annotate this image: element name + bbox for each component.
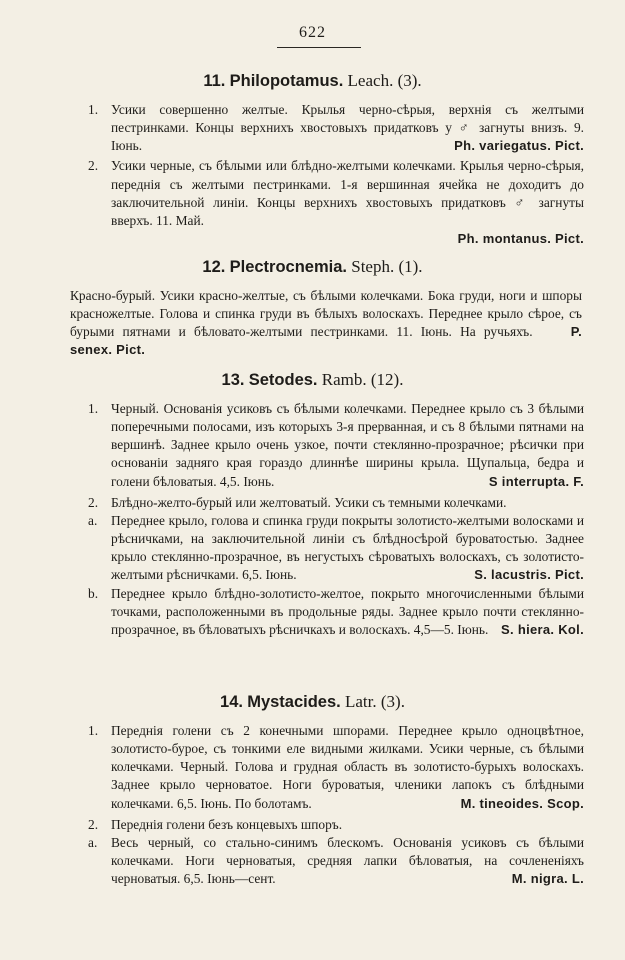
page-number-rule: [277, 47, 361, 48]
genus-description: [70, 287, 582, 360]
key-entry: [84, 512, 584, 585]
entry-text: Черный. Основанія усиковъ съ бѣлыми колечками. Переднее крыло съ 3 бѣлыми поперечными полосами, изъ которыхъ 3-я прерванная, и съ 8 бѣлыми пятнами на вершинѣ. Заднее крыло очень узкое, почти стеклянно-прозрачное; рѣсички при основаніи задняго края гораздо длиннѣе ширины крыла. Щупальца, бедра и голени бѣловатыя. 4,5. Іюнь.: [111, 401, 584, 489]
entry-marker: 2.: [88, 494, 99, 510]
entry-description: [111, 101, 584, 155]
section-heading-setodes: [0, 370, 625, 390]
species-name: S. hiera. Kol.: [501, 621, 584, 637]
species-name: S interrupta. F.: [488, 473, 584, 489]
genus-name: Mystacides.: [247, 693, 341, 711]
species-name: Ph. montanus. Pict.: [457, 231, 584, 247]
entry-marker: 1.: [88, 102, 99, 117]
key-entry: [84, 816, 584, 834]
genus-name: Setodes.: [248, 371, 318, 389]
entry-text: Переднее крыло блѣдно-золотисто-желтое, покрыто многочисленными бѣлыми точками, расположенными въ продольные ряды. Заднее крыло почти стеклянно-прозрачное, въ бѣловатыхъ рѣсничкахъ и волоскахъ. 4,5—5. Іюнь.: [111, 585, 584, 637]
section-heading-philopotamus: [0, 71, 625, 91]
key-entry: [84, 722, 584, 813]
section-number: 14.: [220, 693, 243, 711]
entry-marker: a.: [88, 834, 98, 850]
section-number: 11.: [203, 72, 226, 90]
section-number: 12.: [202, 258, 226, 276]
genus-author: Ramb.: [321, 370, 367, 389]
entry-text: Усики совершенно желтые. Крылья черно-сѣрыя, верхнія съ желтыми пестринками. Концы верхнихъ хвостовыхъ придатковъ у ♂ загнуты внизъ. 9. Іюнь.: [111, 102, 584, 154]
key-entry: [84, 834, 584, 888]
species-name: P. senex. Pict.: [70, 324, 582, 358]
entry-description: Блѣдно-желто-бурый или желтоватый. Усики съ темными колечками.: [111, 494, 507, 510]
entry-text: Весь черный, со стально-синимъ блескомъ. Основанія усиковъ съ бѣлыми колечками. Ноги черноватыя, средняя лапки бѣловатыя, на сочлененіяхъ черноватыя. 6,5. Іюнь—сент.: [111, 834, 584, 887]
key-entry: [84, 494, 584, 512]
key-entry: [84, 585, 584, 639]
key-setodes: [84, 400, 584, 639]
page-number: 622: [299, 24, 326, 41]
entry-description: [111, 585, 584, 639]
entry-description: [111, 400, 584, 491]
key-mystacides: [84, 722, 584, 888]
key-entry: [84, 400, 584, 491]
section-heading-mystacides: [0, 692, 625, 712]
genus-name: Philopotamus.: [229, 72, 344, 90]
entry-description: [111, 722, 584, 813]
species-name: S. lacustris. Pict.: [474, 567, 584, 583]
entry-marker: a.: [88, 512, 98, 528]
entry-description: [111, 834, 584, 888]
species-count: (3).: [380, 692, 405, 711]
section-heading-plectrocnemia: [0, 257, 625, 277]
entry-marker: 1.: [88, 723, 99, 738]
entry-marker: 1.: [88, 401, 99, 416]
entry-text: Переднія голени съ 2 конечными шпорами. Переднее крыло одноцвѣтное, золотисто-бурое, съ тонкими еле видными жилками. Усики черные, съ бѣлыми колечками. Черный. Голова и грудная область въ золотисто-бурыхъ волоскахъ. Заднее крыло черноватое. Ноги буроватыя, членики лапокъ съ блѣдными колечками. 6,5. Іюнь. По болотамъ.: [111, 723, 584, 811]
genus-author: Latr.: [345, 692, 377, 711]
species-name: M. nigra. L.: [511, 871, 584, 887]
species-count: (1).: [398, 257, 423, 276]
entry-marker: 2.: [88, 816, 99, 832]
key-entry: [84, 157, 584, 248]
genus-author: Steph.: [351, 257, 395, 276]
key-entry: [84, 101, 584, 155]
section-number: 13.: [221, 371, 245, 389]
species-name: Ph. variegatus. Pict.: [454, 138, 584, 154]
entry-text: Переднее крыло, голова и спинка груди покрыты золотисто-желтыми волосками и рѣсничками, на заключительной линіи съ блѣдносѣрой буроватостью. Заднее крыло стеклянно-прозрачное, въ негустыхъ сѣроватыхъ волоскахъ, съ золотисто-желтыми рѣсничками. 6,5. Іюнь.: [111, 512, 584, 583]
genus-name: Plectrocnemia.: [229, 258, 347, 276]
entry-description: Переднія голени безъ концевыхъ шпоръ.: [111, 816, 343, 832]
key-plectrocnemia: [70, 287, 582, 360]
entry-description: Усики черные, съ бѣлыми или блѣдно-желтыми колечками. Крылья черно-сѣрыя, переднія съ желтыми пестринками. 1-я вершинная ячейка не доходитъ до заключительной линіи. Концы верхнихъ хвостовыхъ придатковъ ♂ загнуты вверхъ. 11. Май.: [111, 158, 584, 228]
species-count: (12).: [370, 370, 404, 389]
genus-author: Leach.: [347, 71, 394, 90]
key-philopotamus: [84, 101, 584, 248]
species-name: M. tineoides. Scop.: [460, 795, 584, 811]
entry-description: [111, 512, 584, 585]
entry-marker: 2.: [88, 158, 99, 174]
entry-marker: b.: [88, 585, 99, 601]
species-count: (3).: [397, 71, 422, 90]
description-text: Красно-бурый. Усики красно-желтые, съ бѣлыми колечками. Бока груди, ноги и шпоры красножелтые. Голова и спинка груди въ бѣлыхъ волоскахъ. Переднее крыло сѣрое, съ бурыми пятнами и бѣловато-желтыми пестринками. 11. Іюнь. На ручьяхъ.: [70, 288, 582, 340]
